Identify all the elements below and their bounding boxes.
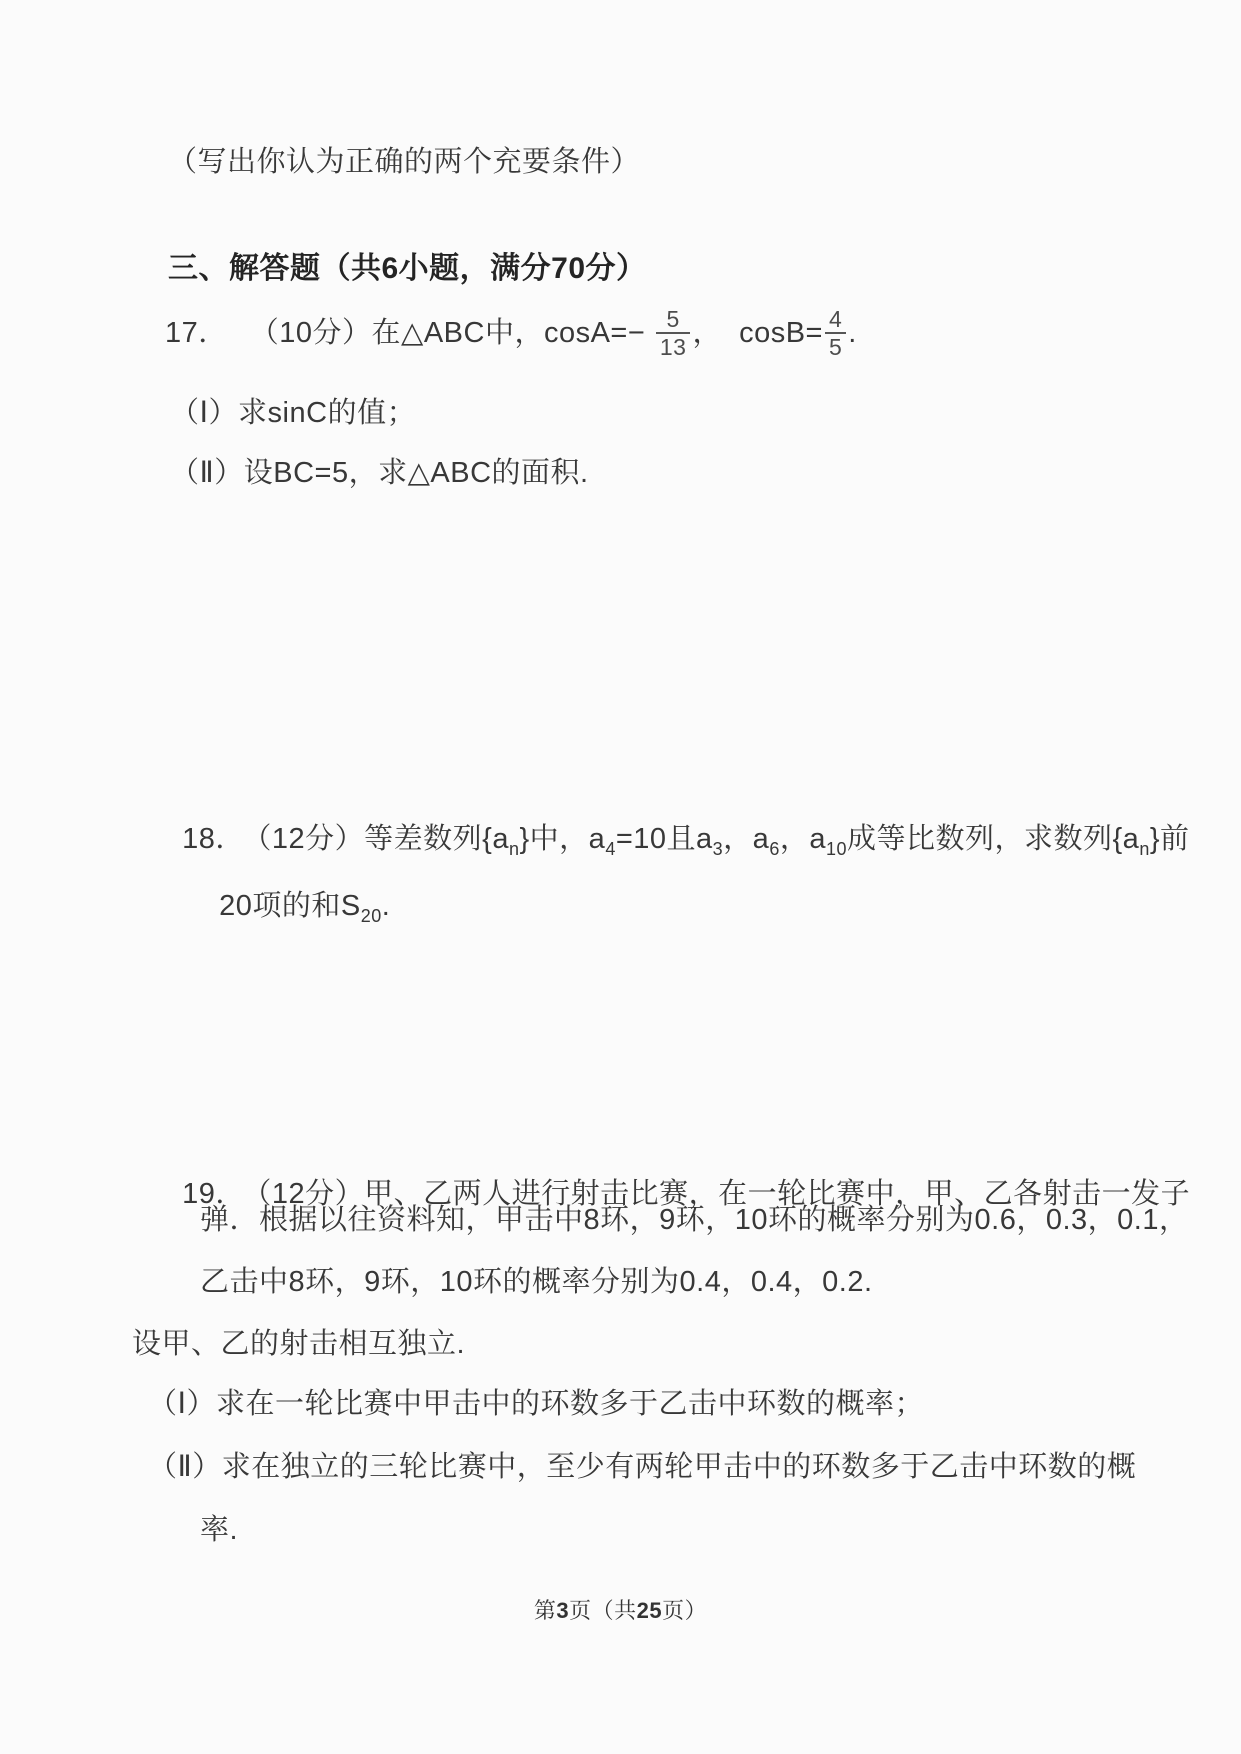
q18-text: . [381, 890, 391, 922]
note-line: （写出你认为正确的两个充要条件） [168, 146, 641, 178]
q18-subscript: n [508, 838, 520, 859]
q17-intro-mid: ， cosB= [692, 317, 823, 349]
q18-text: =10且a [615, 823, 713, 855]
fraction-numerator: 4 [828, 306, 843, 332]
footer-text: 页（共 [569, 1598, 637, 1623]
question-19-line4: 设甲、乙的射击相互独立. [132, 1328, 466, 1360]
q17-intro-end: . [848, 317, 857, 349]
q19-text: （12分）甲、乙两人进行射击比赛，在一轮比赛中，甲、乙各射击一发子 [256, 1178, 1191, 1210]
fraction-denominator: 5 [825, 332, 846, 360]
q19-number: 19． [182, 1178, 245, 1210]
q18-text: ，a [723, 823, 770, 855]
fraction-denominator: 13 [656, 332, 691, 360]
page-footer [0, 1594, 1241, 1625]
question-17-intro [165, 296, 857, 370]
question-19-line1 [165, 1143, 1190, 1211]
q19-part2-line1: （Ⅱ）求在独立的三轮比赛中，至少有两轮甲击中的环数多于乙击中环数的概 [148, 1451, 1137, 1483]
section-header: 三、解答题（共6小题，满分70分） [168, 252, 647, 285]
q17-part1: （Ⅰ）求sinC的值； [170, 397, 417, 429]
q18-text: 20项的和S [219, 890, 361, 922]
q17-part2: （Ⅱ）设BC=5，求△ABC的面积. [170, 457, 589, 489]
question-19-line3: 乙击中8环，9环，10环的概率分别为0.4，0.4，0.2. [200, 1266, 873, 1298]
q18-text: }前 [1149, 823, 1190, 855]
q18-text: ，a [779, 823, 826, 855]
q18-text: }中，a [519, 823, 606, 855]
q18-subscript: 20 [360, 905, 382, 926]
q18-subscript: 4 [605, 838, 616, 859]
q18-number: 18． [182, 823, 245, 855]
footer-text: 页） [662, 1598, 708, 1623]
q18-subscript: 3 [712, 838, 724, 859]
q18-subscript: n [1139, 838, 1150, 859]
fraction-4-5 [825, 306, 846, 360]
q19-part1: （Ⅰ）求在一轮比赛中甲击中的环数多于乙击中环数的概率； [148, 1388, 925, 1420]
q18-subscript: 6 [769, 838, 780, 859]
q18-text: 成等比数列，求数列{a [847, 823, 1140, 855]
footer-text: 第 [533, 1598, 557, 1623]
footer-page-number: 3 [556, 1598, 570, 1623]
question-19-line2: 弹．根据以往资料知，甲击中8环，9环，10环的概率分别为0.6，0.3，0.1， [200, 1204, 1189, 1236]
footer-total-pages: 25 [636, 1598, 663, 1623]
question-18-line1 [165, 788, 1190, 859]
q18-text: （12分）等差数列{a [256, 823, 509, 855]
fraction-5-13 [656, 306, 691, 360]
question-18-line2 [202, 855, 391, 926]
q18-subscript: 10 [825, 838, 847, 859]
q17-number: 17． [165, 317, 228, 349]
q19-part2-line2: 率. [200, 1514, 239, 1546]
fraction-numerator: 5 [666, 306, 680, 332]
q17-intro-pre: （10分）在△ABC中，cosA=− [249, 317, 654, 349]
